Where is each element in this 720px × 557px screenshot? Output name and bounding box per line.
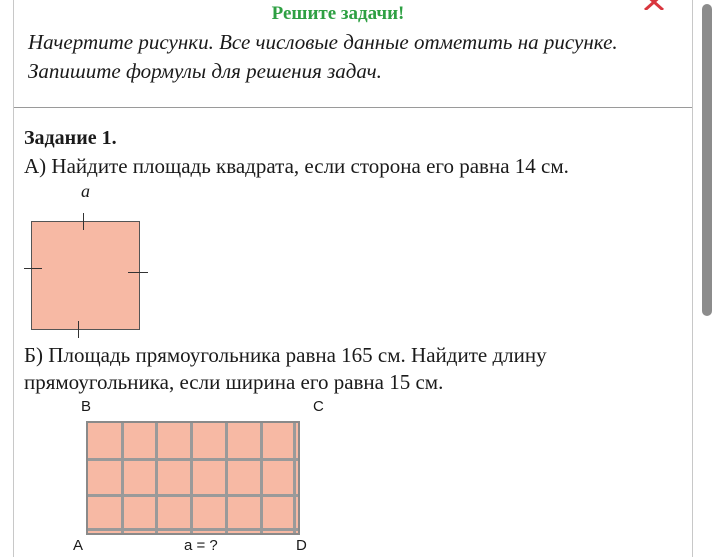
- square-side-label: a: [81, 181, 90, 201]
- grid-line: [260, 423, 263, 533]
- grid-line: [121, 423, 124, 533]
- grid-line: [293, 423, 296, 533]
- grid-line: [225, 423, 228, 533]
- rectangle-grid-figure: [86, 421, 300, 535]
- point-a-label: A: [73, 537, 84, 554]
- task-part-a: А) Найдите площадь квадрата, если сторона его равна 14 см.: [24, 154, 569, 178]
- square-tick-left: [24, 268, 42, 269]
- grid-line: [190, 423, 193, 533]
- task-part-b-line-2: прямоугольника, если ширина его равна 15 см.: [24, 370, 444, 394]
- task-part-b-line-1: Б) Площадь прямоугольника равна 165 см. Найдите длину: [24, 343, 547, 367]
- point-b-label: B: [81, 398, 92, 415]
- section-divider: [14, 107, 692, 108]
- vertical-scrollbar[interactable]: [702, 4, 712, 316]
- grid-line: [88, 494, 298, 497]
- point-d-label: D: [296, 537, 307, 554]
- grid-line: [88, 458, 298, 461]
- page-left-border: [13, 0, 14, 557]
- grid-line: [88, 528, 298, 531]
- grid-line: [155, 423, 158, 533]
- instruction-line-1: Начертите рисунки. Все числовые данные отметить на рисунке.: [28, 30, 618, 54]
- point-c-label: C: [313, 398, 324, 415]
- instruction-line-2: Запишите формулы для решения задач.: [28, 59, 382, 83]
- rect-length-question: a = ?: [184, 537, 218, 554]
- page-right-border: [692, 0, 693, 557]
- page-heading: Решите задачи!: [271, 3, 405, 24]
- square-figure: [31, 221, 140, 330]
- task-title: Задание 1.: [24, 127, 117, 149]
- square-tick-bottom: [78, 321, 79, 338]
- square-tick-right: [128, 272, 148, 273]
- square-tick-top: [83, 213, 84, 230]
